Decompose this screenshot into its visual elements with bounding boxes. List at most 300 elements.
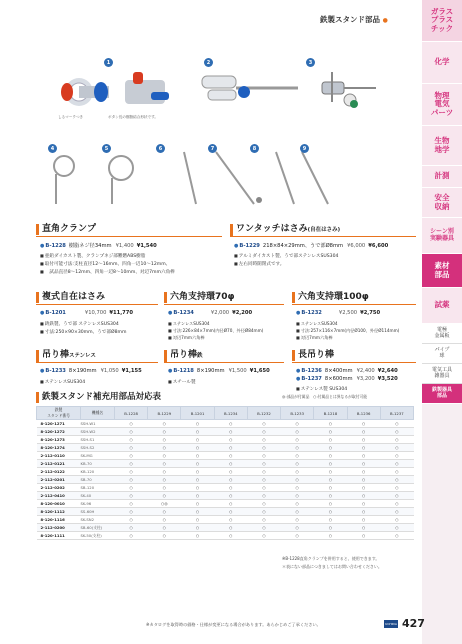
compat-cell: ○ bbox=[247, 428, 280, 436]
photo-number-4: 4 bbox=[48, 144, 57, 153]
model-cell: SB-70 bbox=[81, 476, 115, 484]
product-code: ● B-1234 bbox=[168, 310, 194, 316]
product-code: ● B-1236 bbox=[296, 368, 322, 374]
price-tax: ¥11,770 bbox=[109, 310, 134, 316]
compat-cell: ○ bbox=[281, 516, 314, 524]
compat-cell: ○ bbox=[347, 436, 380, 444]
compat-cell: ○ bbox=[181, 452, 214, 460]
photo-note-mark: しるマークつき bbox=[58, 115, 84, 119]
compat-cell: ○ bbox=[247, 468, 280, 476]
compat-cell: ○ bbox=[247, 444, 280, 452]
compat-cell: ○ bbox=[314, 524, 347, 532]
compat-cell: ○ bbox=[247, 492, 280, 500]
product-row-scissors bbox=[234, 242, 388, 249]
compat-cell: ○ bbox=[181, 532, 214, 540]
photo-note-resin: ポタン長の樹脂結合形状です。 bbox=[108, 115, 159, 119]
product-spec: 8×600mm bbox=[324, 376, 353, 382]
compat-cell: ○ bbox=[347, 420, 380, 428]
table-row bbox=[37, 476, 414, 484]
feature: ■ 左右同時開閉式です。 bbox=[234, 260, 338, 268]
product-row-long-rod-1 bbox=[296, 368, 398, 374]
price-base: ¥1,400 bbox=[115, 242, 134, 249]
compat-cell: ○ bbox=[314, 460, 347, 468]
price-tax: ¥1,650 bbox=[249, 368, 270, 374]
stand-number-cell: 2-112-0122 bbox=[37, 468, 81, 476]
compat-cell: ○ bbox=[314, 468, 347, 476]
compat-cell: ○ bbox=[380, 420, 413, 428]
compat-cell: ○ bbox=[314, 516, 347, 524]
product-code: ● B-1201 bbox=[40, 310, 66, 316]
sidebar-tab-safety[interactable]: 安全 収納 bbox=[422, 188, 462, 218]
price-tax: ¥6,600 bbox=[368, 242, 389, 249]
compat-cell: ○ bbox=[115, 532, 148, 540]
compat-cell: ○ bbox=[181, 492, 214, 500]
model-cell: SK-40 bbox=[81, 492, 115, 500]
product-spec: 8×190mm bbox=[196, 368, 225, 374]
compat-cell: ○ bbox=[347, 468, 380, 476]
compat-cell: ○ bbox=[380, 460, 413, 468]
col-header: B-1229 bbox=[148, 407, 181, 420]
compat-cell: ○ bbox=[281, 532, 314, 540]
compat-cell: ○ bbox=[181, 444, 214, 452]
compat-cell: ○ bbox=[380, 508, 413, 516]
note-inquiry: ＊表にない部品につきましてはお問い合わせください。 bbox=[282, 564, 382, 569]
compat-cell: ○ bbox=[380, 468, 413, 476]
compat-cell: ○ bbox=[347, 516, 380, 524]
feature: ■ 寸法:226×84×7mm(内径Ø70、外径Ø84mm) bbox=[168, 327, 263, 334]
product-code: ● B-1218 bbox=[168, 368, 194, 374]
compat-cell: ○ bbox=[347, 460, 380, 468]
photo-rings-and-rods bbox=[36, 148, 336, 208]
compat-cell: ○ bbox=[115, 436, 148, 444]
compat-cell: ○ bbox=[281, 524, 314, 532]
compat-cell: ○ bbox=[181, 516, 214, 524]
sidebar-tab-biology[interactable]: 生物 地学 bbox=[422, 126, 462, 166]
compat-cell: ○ bbox=[247, 436, 280, 444]
stand-number-cell: 2-112-0202 bbox=[37, 484, 81, 492]
compat-cell: ○ bbox=[148, 428, 181, 436]
photo-number-1: 1 bbox=[104, 58, 113, 67]
compat-cell: ○ bbox=[115, 484, 148, 492]
feature: ■ ステンレス製 SUS304 bbox=[296, 385, 347, 393]
table-row bbox=[37, 484, 414, 492]
compat-cell: ○ bbox=[181, 508, 214, 516]
compat-cell: ○ bbox=[281, 428, 314, 436]
divider bbox=[36, 236, 222, 237]
page-header-title: 鉄製スタンド部品 bbox=[320, 15, 380, 24]
product-code: ● B-1228 bbox=[40, 243, 66, 249]
compat-cell: ○ bbox=[214, 500, 247, 508]
product-spec: 樹脂ネジ径34mm bbox=[68, 243, 112, 249]
price-base: ¥6,000 bbox=[347, 242, 366, 249]
footer-disclaimer: ※カタログを取得時の価格・仕様が変更になる場合があります。あらかじめご了承ください。 bbox=[146, 622, 321, 627]
price-tax: ¥1,540 bbox=[136, 242, 157, 249]
product-spec: 8×400mm bbox=[324, 368, 353, 374]
sidebar-tab-reagent[interactable]: 試薬 bbox=[422, 288, 462, 324]
compat-cell: ○ bbox=[281, 476, 314, 484]
stand-number-cell: 8-120-1111 bbox=[37, 532, 81, 540]
compat-cell: ○ bbox=[314, 500, 347, 508]
table-row bbox=[37, 516, 414, 524]
col-header: 機種名 bbox=[81, 407, 115, 420]
compat-cell: ○ bbox=[314, 436, 347, 444]
product-title-rod-iron: 吊り棒鉄 bbox=[164, 350, 203, 362]
compat-cell: ○ bbox=[281, 500, 314, 508]
photo-right-angle-clamp bbox=[55, 62, 185, 117]
compat-cell: ○ bbox=[115, 516, 148, 524]
product-title-scissors: ワンタッチはさみ(自在はさみ) bbox=[230, 224, 340, 236]
table-title: 鉄製スタンド補充用部品対応表 bbox=[36, 392, 161, 403]
photo-number-3: 3 bbox=[306, 58, 315, 67]
model-cell: KB-70 bbox=[81, 460, 115, 468]
compat-cell: ○ bbox=[380, 428, 413, 436]
sidebar bbox=[422, 0, 462, 644]
product-spec: 8×190mm bbox=[68, 368, 97, 374]
compat-cell: ○ bbox=[115, 452, 148, 460]
price-base: ¥1,500 bbox=[228, 368, 247, 374]
photo-number-8: 8 bbox=[250, 144, 259, 153]
compat-cell: ○ bbox=[214, 444, 247, 452]
product-spec: 218×84×29mm、うで部Ø8mm bbox=[262, 243, 344, 249]
sidebar-tab-materials[interactable]: 素材 部品 bbox=[422, 254, 462, 288]
stand-number-cell: 2-112-0410 bbox=[37, 492, 81, 500]
compat-cell: ○ bbox=[214, 436, 247, 444]
compat-cell: ○ bbox=[148, 492, 181, 500]
compat-cell: ○ bbox=[314, 420, 347, 428]
compat-cell: ○ bbox=[247, 484, 280, 492]
compat-cell: ○ bbox=[214, 532, 247, 540]
compat-cell: ○ bbox=[314, 508, 347, 516]
compat-cell: ○ bbox=[214, 524, 247, 532]
compat-cell: ○ bbox=[214, 508, 247, 516]
col-header: B-1237 bbox=[380, 407, 413, 420]
stand-number-cell: 2-112-0201 bbox=[37, 476, 81, 484]
feature: ■ ステンレスSUS304 bbox=[40, 378, 85, 386]
compat-cell: ○ bbox=[115, 476, 148, 484]
feature: ■ 試品直径8～12mm、四角一辺8～10mm、対辺7mm六角棒 bbox=[40, 268, 175, 276]
stand-number-cell: 8-120-1274 bbox=[37, 444, 81, 452]
product-code: ● B-1233 bbox=[40, 368, 66, 374]
compat-cell: ○ bbox=[148, 468, 181, 476]
compat-cell: ○ bbox=[148, 508, 181, 516]
compat-cell: ○ bbox=[148, 444, 181, 452]
price-base: ¥2,000 bbox=[210, 310, 230, 316]
compat-cell: ○ bbox=[181, 500, 214, 508]
compat-cell: ○ bbox=[314, 484, 347, 492]
feature: ■ 対辺7mm六角棒 bbox=[296, 334, 399, 341]
photo-number-5: 5 bbox=[102, 144, 111, 153]
compat-cell: ○ bbox=[281, 468, 314, 476]
compat-cell: ○ bbox=[347, 492, 380, 500]
compat-cell: ○ bbox=[380, 476, 413, 484]
model-cell: SK-96 bbox=[81, 500, 115, 508]
model-cell: SK-SN2 bbox=[81, 516, 115, 524]
table-row bbox=[37, 428, 414, 436]
model-cell: SS-60H bbox=[81, 508, 115, 516]
page-number: 427 bbox=[402, 617, 425, 630]
model-cell: SB-120 bbox=[81, 484, 115, 492]
photo-number-6: 6 bbox=[156, 144, 165, 153]
price-tax: ¥2,750 bbox=[360, 310, 381, 316]
features-scissors bbox=[234, 252, 338, 268]
compat-cell: ○ bbox=[214, 468, 247, 476]
model-cell: SB-60(支柱) bbox=[81, 524, 115, 532]
compat-cell: ○ bbox=[181, 420, 214, 428]
compat-cell: ○ bbox=[247, 532, 280, 540]
product-title-ring100: 六角支持環100φ bbox=[292, 292, 369, 303]
compat-cell: ○ bbox=[115, 420, 148, 428]
col-header: 鉄製 スタンド番号 bbox=[37, 407, 81, 420]
compat-cell: ○ bbox=[281, 452, 314, 460]
feature: ■ 鋳鉄製、うで部 ステンレスSUS304 bbox=[40, 320, 127, 328]
stand-number-cell: 2-112-0110 bbox=[37, 452, 81, 460]
features-long-rod bbox=[296, 385, 347, 393]
feature: ■ 取付可能寸法:支柱直径12～16mm、四角一辺10～12mm、 bbox=[40, 260, 175, 268]
product-row-double bbox=[40, 310, 133, 316]
note-clamp: ※B-1228直角クランプを併用すると、使用できます。 bbox=[282, 556, 380, 561]
model-cell: SSH-W1 bbox=[81, 420, 115, 428]
sidebar-tab-chemistry[interactable]: 化学 bbox=[422, 42, 462, 84]
compat-cell: ○ bbox=[214, 460, 247, 468]
compat-cell: ○ bbox=[181, 524, 214, 532]
product-row-ring70 bbox=[168, 310, 252, 316]
compat-cell: ○ bbox=[347, 524, 380, 532]
compat-cell: ○ bbox=[347, 428, 380, 436]
compat-cell: ○ bbox=[181, 484, 214, 492]
compat-cell: ○◎ bbox=[148, 500, 181, 508]
compat-cell: ○ bbox=[181, 436, 214, 444]
compat-cell: ○ bbox=[115, 444, 148, 452]
features-rod-iron bbox=[168, 378, 196, 386]
features-ring70 bbox=[168, 320, 263, 341]
compat-cell: ○ bbox=[380, 492, 413, 500]
compat-cell: ○ bbox=[347, 532, 380, 540]
compat-cell: ○ bbox=[347, 508, 380, 516]
compat-cell: ○ bbox=[214, 420, 247, 428]
compat-cell: ○ bbox=[247, 452, 280, 460]
sidebar-tab-physics[interactable]: 物理 電気 パーツ bbox=[422, 84, 462, 126]
divider bbox=[164, 362, 284, 363]
page-header bbox=[320, 14, 388, 25]
compat-cell: ○ bbox=[214, 516, 247, 524]
features-clamp bbox=[40, 252, 175, 276]
compat-cell: ○ bbox=[148, 532, 181, 540]
table-legend: ◎:部品が付属品 ○:付属品とは異なるが取付可能 bbox=[282, 394, 368, 399]
compat-cell: ○ bbox=[247, 516, 280, 524]
compat-cell: ○ bbox=[380, 532, 413, 540]
price-base: ¥10,700 bbox=[84, 310, 107, 316]
compat-cell: ○ bbox=[314, 428, 347, 436]
compat-cell: ○ bbox=[148, 452, 181, 460]
feature: ■ ステンレスSUS304 bbox=[168, 320, 263, 327]
model-cell: SSH-S2 bbox=[81, 444, 115, 452]
compat-cell: ○ bbox=[115, 500, 148, 508]
divider bbox=[36, 304, 158, 305]
sidebar-tab-scene[interactable]: シーン別 実験器具 bbox=[422, 218, 462, 254]
compat-cell: ○ bbox=[115, 524, 148, 532]
divider bbox=[36, 362, 158, 363]
model-cell: KB-120 bbox=[81, 468, 115, 476]
features-double bbox=[40, 320, 127, 336]
compat-cell: ○ bbox=[148, 484, 181, 492]
divider bbox=[292, 304, 416, 305]
product-row-clamp bbox=[40, 242, 157, 249]
price-base: ¥1,050 bbox=[100, 368, 119, 374]
sidebar-tab-glass[interactable]: ガラス プラス チック bbox=[422, 0, 462, 42]
stand-number-cell: 2-112-0121 bbox=[37, 460, 81, 468]
model-cell: SSH-S1 bbox=[81, 436, 115, 444]
feature: ■ 亜鉛ダイカスト製、クランプネジ部難燃ABS樹脂 bbox=[40, 252, 175, 260]
divider bbox=[230, 236, 416, 237]
feature: ■ 寸法:257×116×7mm(内径Ø100、外径Ø114mm) bbox=[296, 327, 399, 334]
price-tax: ¥3,520 bbox=[377, 376, 398, 382]
compat-cell: ○ bbox=[281, 444, 314, 452]
price-tax: ¥2,200 bbox=[232, 310, 253, 316]
product-code: ● B-1237 bbox=[296, 376, 322, 382]
photo-number-7: 7 bbox=[208, 144, 217, 153]
table-row bbox=[37, 452, 414, 460]
compat-cell: ○ bbox=[181, 476, 214, 484]
compat-cell: ○ bbox=[148, 524, 181, 532]
product-code: ● B-1229 bbox=[234, 243, 260, 249]
compat-cell: ○ bbox=[148, 436, 181, 444]
product-row-ring100 bbox=[296, 310, 380, 316]
compat-cell: ○ bbox=[247, 508, 280, 516]
compat-cell: ○ bbox=[214, 492, 247, 500]
table-row bbox=[37, 508, 414, 516]
compat-cell: ○ bbox=[148, 516, 181, 524]
compat-cell: ○ bbox=[281, 420, 314, 428]
compat-cell: ○ bbox=[148, 476, 181, 484]
product-title-long-rod: 長吊り棒 bbox=[292, 350, 334, 361]
table-row bbox=[37, 532, 414, 540]
compat-cell: ○ bbox=[347, 476, 380, 484]
stand-number-cell: 8-120-0010 bbox=[37, 500, 81, 508]
product-row-rod-ss bbox=[40, 368, 142, 374]
col-header: B-1201 bbox=[181, 407, 214, 420]
table-row bbox=[37, 444, 414, 452]
compat-cell: ○ bbox=[380, 500, 413, 508]
compat-cell: ○ bbox=[115, 428, 148, 436]
compat-cell: ○ bbox=[314, 452, 347, 460]
col-header: B-1218 bbox=[314, 407, 347, 420]
photo-double-clamp bbox=[310, 62, 380, 117]
product-row-long-rod-2 bbox=[296, 376, 398, 382]
table-header-row bbox=[37, 407, 414, 420]
compat-cell: ○ bbox=[115, 492, 148, 500]
price-base: ¥3,200 bbox=[356, 376, 375, 382]
compat-cell: ○ bbox=[281, 460, 314, 468]
compat-cell: ○ bbox=[148, 460, 181, 468]
compat-cell: ○ bbox=[247, 500, 280, 508]
stand-number-cell: 8-120-1271 bbox=[37, 420, 81, 428]
compat-cell: ○ bbox=[181, 428, 214, 436]
divider bbox=[292, 362, 416, 363]
compat-cell: ○ bbox=[380, 484, 413, 492]
compat-cell: ○ bbox=[247, 476, 280, 484]
table-row bbox=[37, 420, 414, 428]
table-row bbox=[37, 500, 414, 508]
compat-cell: ○ bbox=[281, 436, 314, 444]
subnav-iron-parts[interactable]: 鉄製器具 部品 bbox=[422, 384, 462, 404]
table-row bbox=[37, 460, 414, 468]
compat-cell: ○ bbox=[281, 484, 314, 492]
compat-cell: ○ bbox=[115, 460, 148, 468]
photo-number-9: 9 bbox=[300, 144, 309, 153]
compat-cell: ○ bbox=[380, 524, 413, 532]
compat-cell: ○ bbox=[181, 460, 214, 468]
price-tax: ¥1,155 bbox=[121, 368, 142, 374]
compat-cell: ○ bbox=[314, 492, 347, 500]
stand-number-cell: 8-120-1112 bbox=[37, 508, 81, 516]
model-cell: SK-50(支柱) bbox=[81, 532, 115, 540]
header-bullet: ● bbox=[382, 17, 388, 24]
product-title-rod-ss: 吊り棒ステンレス bbox=[36, 350, 96, 362]
compatibility-table bbox=[36, 406, 414, 540]
product-code: ● B-1232 bbox=[296, 310, 322, 316]
compat-cell: ○ bbox=[314, 476, 347, 484]
col-header: B-1232 bbox=[247, 407, 280, 420]
subnav-electrode[interactable]: 電極 金属板 bbox=[422, 324, 462, 344]
table-row bbox=[37, 524, 414, 532]
col-header: B-1228 bbox=[115, 407, 148, 420]
model-cell: SSH-W2 bbox=[81, 428, 115, 436]
stand-number-cell: 8-120-1272 bbox=[37, 428, 81, 436]
compat-cell: ○ bbox=[314, 444, 347, 452]
brand-logo: UCHIDA bbox=[385, 622, 397, 626]
sidebar-tab-measure[interactable]: 計測 bbox=[422, 166, 462, 188]
feature: ■ ステンレスSUS304 bbox=[296, 320, 399, 327]
feature: ■ 寸法:250×90×30mm、うで部Ø8mm bbox=[40, 328, 127, 336]
compat-cell: ○ bbox=[115, 468, 148, 476]
price-tax: ¥2,640 bbox=[377, 368, 398, 374]
features-rod-ss bbox=[40, 378, 85, 386]
compat-cell: ○ bbox=[347, 484, 380, 492]
col-header: B-1236 bbox=[347, 407, 380, 420]
compat-cell: ○ bbox=[347, 452, 380, 460]
model-cell: SK-MG bbox=[81, 452, 115, 460]
compat-cell: ○ bbox=[380, 452, 413, 460]
compat-cell: ○ bbox=[347, 500, 380, 508]
subnav-tools[interactable]: 電気工具 雑器具 bbox=[422, 364, 462, 384]
compat-cell: ○ bbox=[148, 420, 181, 428]
compat-cell: ○ bbox=[380, 516, 413, 524]
compat-cell: ○ bbox=[347, 444, 380, 452]
compat-cell: ○ bbox=[214, 476, 247, 484]
product-title-clamp: 直角クランプ bbox=[36, 224, 96, 235]
subnav-pipe[interactable]: パイプ 球 bbox=[422, 344, 462, 364]
table-row bbox=[37, 468, 414, 476]
price-base: ¥2,400 bbox=[356, 368, 375, 374]
photo-one-touch-scissors bbox=[198, 62, 306, 118]
product-title-double: 複式自在はさみ bbox=[36, 292, 105, 303]
stand-number-cell: 8-120-1116 bbox=[37, 516, 81, 524]
compat-cell: ○ bbox=[214, 452, 247, 460]
compat-cell: ○ bbox=[115, 508, 148, 516]
stand-number-cell: 8-120-1273 bbox=[37, 436, 81, 444]
compat-cell: ○ bbox=[181, 468, 214, 476]
compat-cell: ○ bbox=[247, 420, 280, 428]
compat-cell: ○ bbox=[214, 428, 247, 436]
divider bbox=[164, 304, 284, 305]
compat-cell: ○ bbox=[380, 444, 413, 452]
col-header: B-1234 bbox=[214, 407, 247, 420]
feature: ■ スチール製 bbox=[168, 378, 196, 386]
compat-cell: ○ bbox=[247, 460, 280, 468]
compat-cell: ○ bbox=[281, 508, 314, 516]
price-base: ¥2,500 bbox=[338, 310, 358, 316]
table-row bbox=[37, 436, 414, 444]
